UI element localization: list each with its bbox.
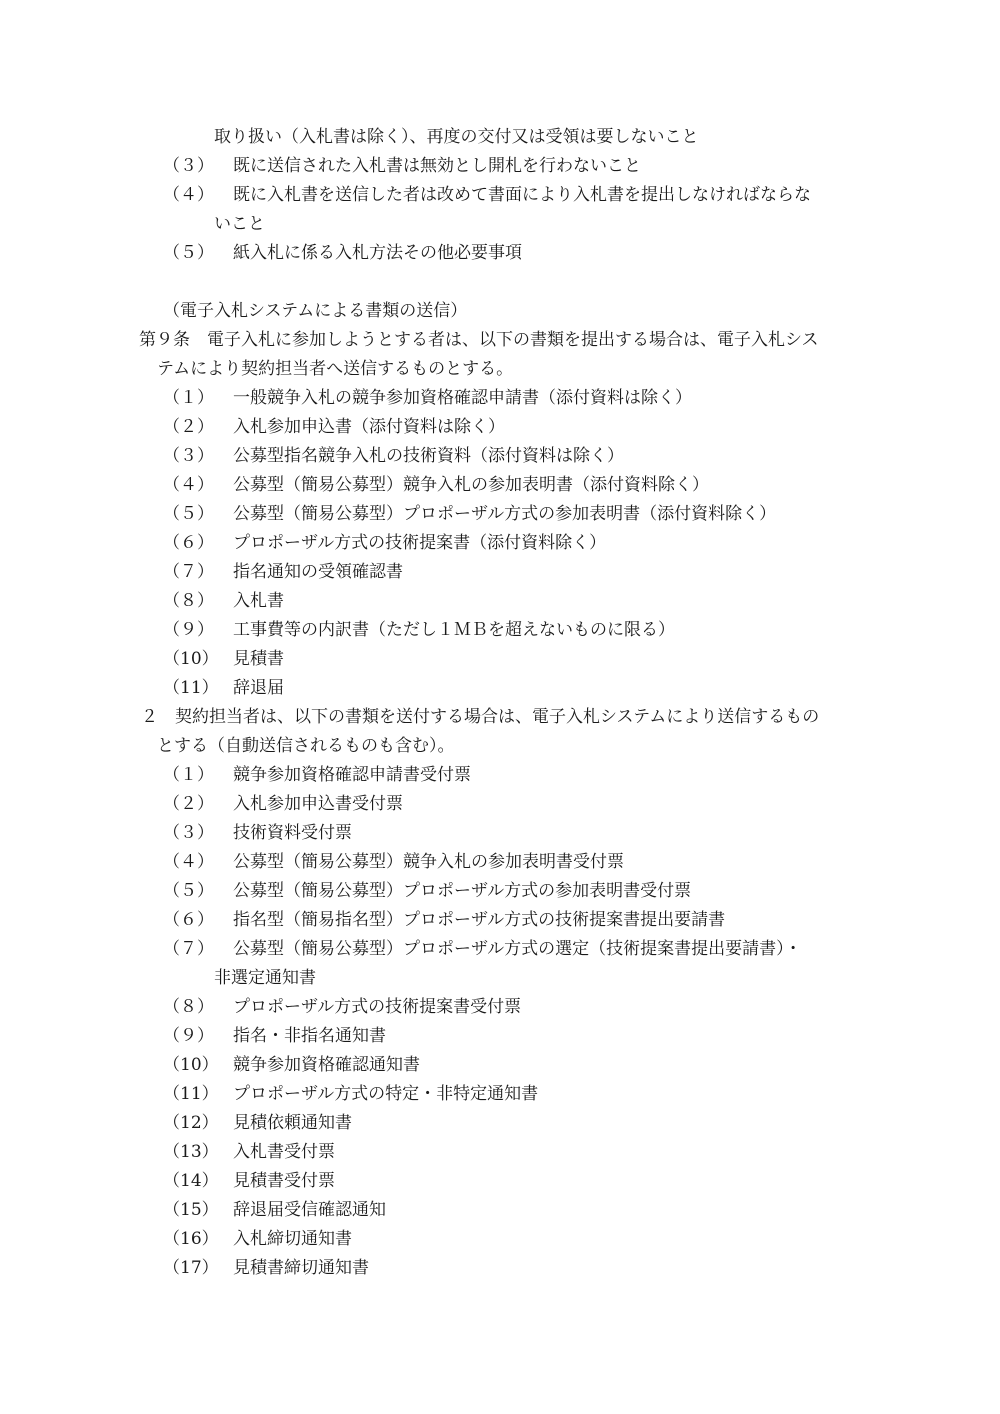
item-text: 見積依頼通知書 [233,1113,352,1133]
item-text: 入札参加申込書（添付資料は除く） [233,417,505,437]
item-number: （11） [163,678,219,698]
item-number: （15） [163,1200,219,1220]
item-text: 公募型（簡易公募型）プロポーザル方式の参加表明書受付票 [233,881,692,901]
article-heading: （電子入札システムによる書類の送信） [163,301,468,321]
item-text: 指名通知の受領確認書 [233,562,403,582]
item-number: （５） [163,243,214,263]
item-text: 既に入札書を送信した者は改めて書面により入札書を提出しなければならな [233,185,811,205]
paragraph-text: ２ 契約担当者は、以下の書類を送付する場合は、電子入札システムにより送信するもの [141,707,820,727]
item-text: 辞退届 [233,678,284,698]
item-text: 公募型指名競争入札の技術資料（添付資料は除く） [233,446,624,466]
item-number: （５） [163,504,214,524]
item-text: 公募型（簡易公募型）競争入札の参加表明書（添付資料除く） [233,475,709,495]
item-text: 公募型（簡易公募型）競争入札の参加表明書受付票 [233,852,624,872]
item-number: （14） [163,1171,219,1191]
article-text: テムにより契約担当者へ送信するものとする。 [157,359,514,379]
item-text: 入札締切通知書 [233,1229,352,1249]
item-number: （１） [163,765,214,785]
item-text: プロポーザル方式の技術提案書（添付資料除く） [233,533,607,553]
item-text: 一般競争入札の競争参加資格確認申請書（添付資料は除く） [233,388,692,408]
item-number: （７） [163,562,214,582]
item-text: 競争参加資格確認申請書受付票 [233,765,471,785]
item-number: （10） [163,649,219,669]
item-text: 紙入札に係る入札方法その他必要事項 [233,243,522,263]
item-text: 工事費等の内訳書（ただし１ＭＢを超えないものに限る） [233,620,675,640]
item-number: （３） [163,156,214,176]
item-number: （２） [163,794,214,814]
item-text: 見積書 [233,649,284,669]
item-text: 辞退届受信確認通知 [233,1200,386,1220]
item-text: 指名型（簡易指名型）プロポーザル方式の技術提案書提出要請書 [233,910,726,930]
item-number: （４） [163,475,214,495]
item-number: （１） [163,388,214,408]
item-text: 競争参加資格確認通知書 [233,1055,420,1075]
item-number: （８） [163,997,214,1017]
item-text: 技術資料受付票 [233,823,352,843]
item-number: （９） [163,1026,214,1046]
item-number: （13） [163,1142,219,1162]
continuation-text: 取り扱い（入札書は除く）、再度の交付又は受領は要しないこと [214,127,699,147]
item-number: （17） [163,1258,219,1278]
article-text: 第９条 電子入札に参加しようとする者は、以下の書類を提出する場合は、電子入札シス [139,330,819,350]
item-text: プロポーザル方式の特定・非特定通知書 [233,1084,539,1104]
item-text: 入札書受付票 [233,1142,335,1162]
item-text-continued: 非選定通知書 [214,968,316,988]
item-number: （６） [163,533,214,553]
item-number: （６） [163,910,214,930]
item-number: （３） [163,823,214,843]
item-number: （３） [163,446,214,466]
item-number: （16） [163,1229,219,1249]
item-text: 入札参加申込書受付票 [233,794,403,814]
item-number: （９） [163,620,214,640]
item-text: 既に送信された入札書は無効とし開札を行わないこと [233,156,641,176]
item-text: 公募型（簡易公募型）プロポーザル方式の選定（技術提案書提出要請書）・ [233,939,802,959]
item-text: プロポーザル方式の技術提案書受付票 [233,997,522,1017]
item-number: （５） [163,881,214,901]
item-text: 指名・非指名通知書 [233,1026,386,1046]
item-number: （10） [163,1055,219,1075]
item-text: 見積書締切通知書 [233,1258,369,1278]
item-number: （２） [163,417,214,437]
item-number: （４） [163,852,214,872]
item-text-continued: いこと [214,214,265,234]
paragraph-text: とする（自動送信されるものも含む）。 [157,736,455,756]
item-text: 入札書 [233,591,284,611]
item-number: （11） [163,1084,219,1104]
item-text: 見積書受付票 [233,1171,335,1191]
item-number: （８） [163,591,214,611]
item-number: （４） [163,185,214,205]
item-number: （12） [163,1113,219,1133]
item-text: 公募型（簡易公募型）プロポーザル方式の参加表明書（添付資料除く） [233,504,777,524]
item-number: （７） [163,939,214,959]
